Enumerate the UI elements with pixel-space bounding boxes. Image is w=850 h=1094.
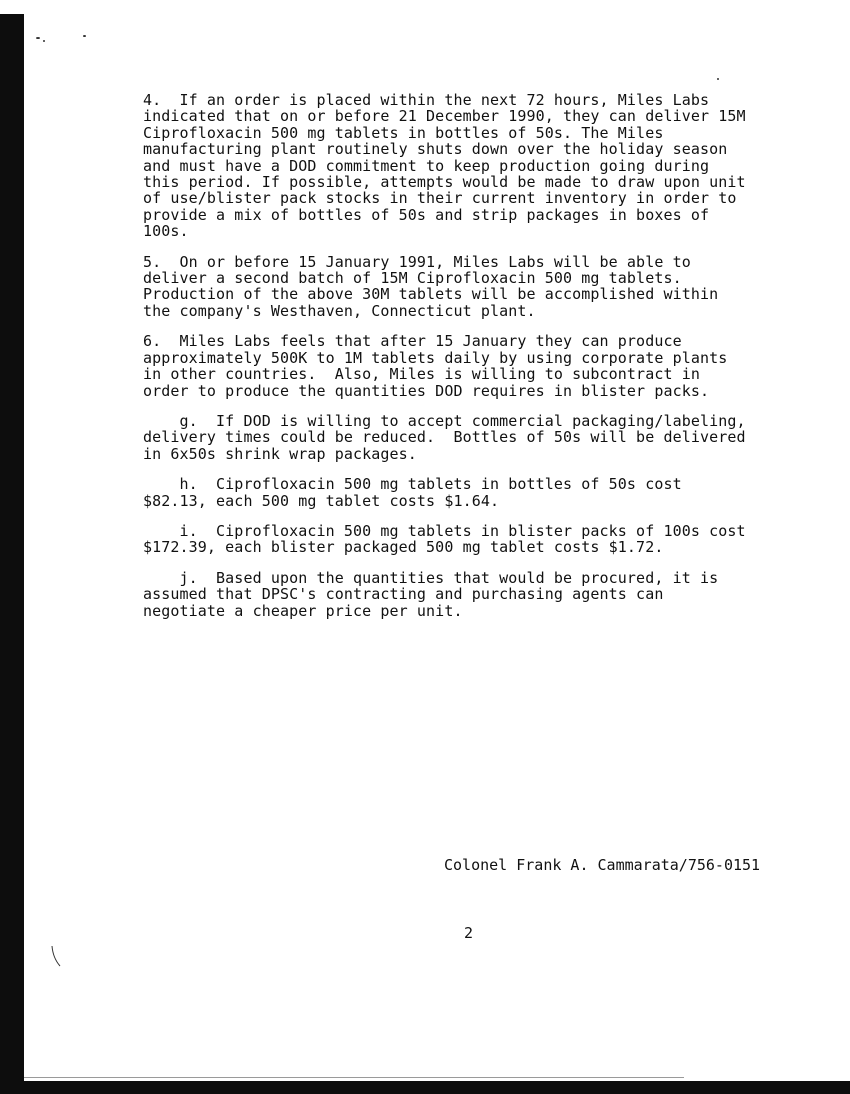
page-number: 2 [464, 924, 474, 942]
signature-line: Colonel Frank A. Cammarata/756-0151 [444, 856, 761, 874]
paragraph-i: i. Ciprofloxacin 500 mg tablets in blister packs of 100s cost $172.39, each blister packaged 500 mg tablet costs $1.72. [143, 521, 746, 557]
scan-border-bottom [0, 1081, 850, 1094]
scan-speck [717, 78, 719, 80]
scan-speck [83, 35, 86, 37]
paragraph-5: 5. On or before 15 January 1991, Miles Labs will be able to deliver a second batch of 15M Ciprofloxacin 500 mg tablets. Production of the above 30M tablets will be accomplished within the company's Westhaven, Connecticut plant. [143, 252, 719, 320]
scan-border-left [0, 14, 24, 1094]
pen-mark-icon [50, 944, 62, 968]
paragraph-h: h. Ciprofloxacin 500 mg tablets in bottles of 50s cost $82.13, each 500 mg tablet costs $1.64. [143, 475, 682, 510]
scan-artifact-line [24, 1077, 684, 1078]
paragraph-g: g. If DOD is willing to accept commercial packaging/labeling, delivery times could be reduced. Bottles of 50s will be delivered in 6x50s shrink wrap packages. [143, 411, 746, 463]
paragraph-6: 6. Miles Labs feels that after 15 January they can produce approximately 500K to 1M tablets daily by using corporate plants in other countries. Also, Miles is willing to subcontract in order to produce the quantities DOD requires in blister packs. [143, 332, 728, 400]
scan-speck [43, 40, 45, 42]
scan-speck [36, 37, 40, 39]
document-body [143, 92, 803, 619]
paragraph-4: 4. If an order is placed within the next 72 hours, Miles Labs indicated that on or before 21 December 1990, they can deliver 15M Ciprofloxacin 500 mg tablets in bottles of 50s. The Miles manufacturing plant routinely shuts down over the holiday season and must have a DOD commitment to keep production going during this period. If possible, attempts would be made to draw upon unit of use/blister pack stocks in their current inventory in order to provide a mix of bottles of 50s and strip packages in boxes of 100s. [143, 91, 746, 241]
paragraph-j: j. Based upon the quantities that would be procured, it is assumed that DPSC's contracting and purchasing agents can negotiate a cheaper price per unit. [143, 568, 719, 620]
